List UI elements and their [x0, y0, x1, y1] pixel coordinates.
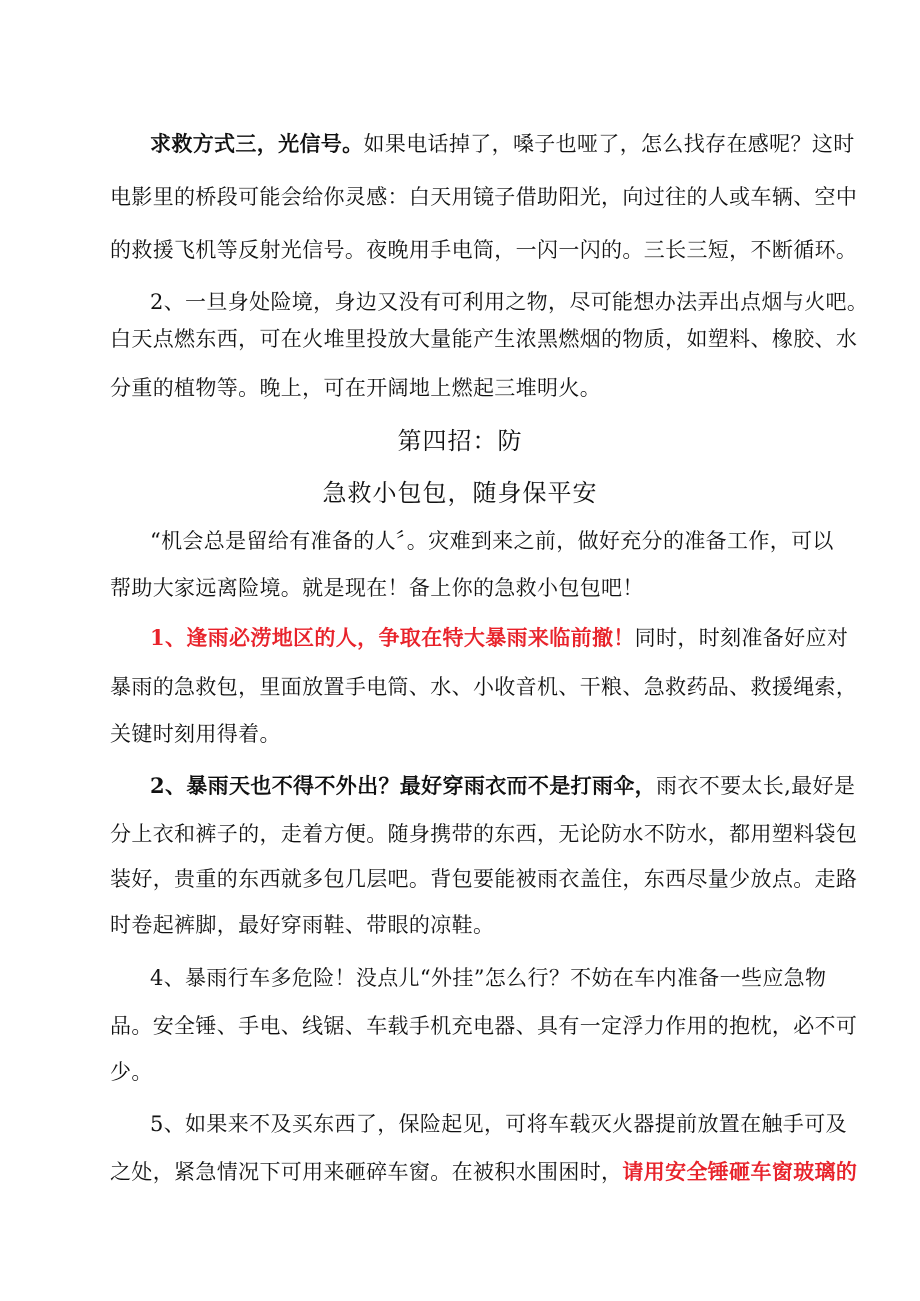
para1-line2: 电影里的桥段可能会给你灵感：白天用镜子借助阳光，向过往的人或车辆、空中 — [110, 185, 858, 209]
para5-line2: 分上衣和裤子的，走着方便。随身携带的东西，无论防水不防水，都用塑料袋包 — [110, 822, 858, 846]
para6-line3: 少。 — [110, 1060, 153, 1084]
para5-line4: 时卷起裤脚，最好穿雨鞋、带眼的凉鞋。 — [110, 913, 495, 937]
para7-line2 — [110, 1158, 858, 1186]
para4-red-lead: 1、逢雨必涝地区的人，争取在特大暴雨来临前撤！ — [150, 625, 635, 650]
para1-lead: 求救方式三，光信号。 — [150, 131, 364, 156]
para5-line1 — [150, 772, 856, 800]
para1-line1 — [150, 130, 855, 158]
para5-lead: 2、暴雨天也不得不外出？最好穿雨衣而不是打雨伞， — [150, 773, 657, 798]
para2-line3: 分重的植物等。晚上，可在开阔地上燃起三堆明火。 — [110, 376, 602, 400]
para3-line1: “机会总是留给有准备的人〞。灾难到来之前，做好充分的准备工作，可以 — [150, 529, 834, 553]
para3-line2: 帮助大家远离险境。就是现在！备上你的急救小包包吧！ — [110, 576, 644, 600]
para2-line1: 2、一旦身处险境，身边又没有可利用之物，尽可能想办法弄出点烟与火吧。 — [150, 290, 869, 314]
para6-line1: 4、暴雨行车多危险！没点儿“外挂”怎么行？不妨在车内准备一些应急物 — [150, 966, 827, 990]
para4-line3: 关键时刻用得着。 — [110, 722, 281, 746]
para2-line2: 白天点燃东西，可在火堆里投放大量能产生浓黑燃烟的物质，如塑料、橡胶、水 — [110, 327, 858, 351]
section-title: 第四招：防 — [397, 427, 523, 455]
section-subtitle: 急救小包包，随身保平安 — [322, 479, 598, 507]
para7-red-text: 请用安全锤砸车窗玻璃的 — [622, 1159, 858, 1184]
para1-line1-rest: 如果电话掉了，嗓子也哑了，怎么找存在感呢？这时 — [363, 132, 855, 156]
para6-line2: 品。安全锤、手电、线锯、车载手机充电器、具有一定浮力作用的抱枕，必不可 — [110, 1014, 858, 1038]
para4-line1-rest: 同时，时刻准备好应对 — [634, 626, 849, 650]
para4-line1 — [150, 624, 849, 652]
para7-line2-start: 之处，紧急情况下可用来砸碎车窗。在被积水围困时， — [110, 1160, 623, 1184]
para7-line1: 5、如果来不及买东西了，保险起见，可将车载灭火器提前放置在触手可及 — [150, 1112, 847, 1136]
para5-line1-rest: 雨衣不要太长,最好是 — [656, 774, 856, 798]
para5-line3: 装好，贵重的东西就多包几层吧。背包要能被雨衣盖住，东西尽量少放点。走路 — [110, 867, 858, 891]
para4-line2: 暴雨的急救包，里面放置手电筒、水、小收音机、干粮、急救药品、救援绳索， — [110, 675, 858, 699]
para1-line3: 的救援飞机等反射光信号。夜晚用手电筒，一闪一闪的。三长三短，不断循环。 — [110, 238, 858, 262]
